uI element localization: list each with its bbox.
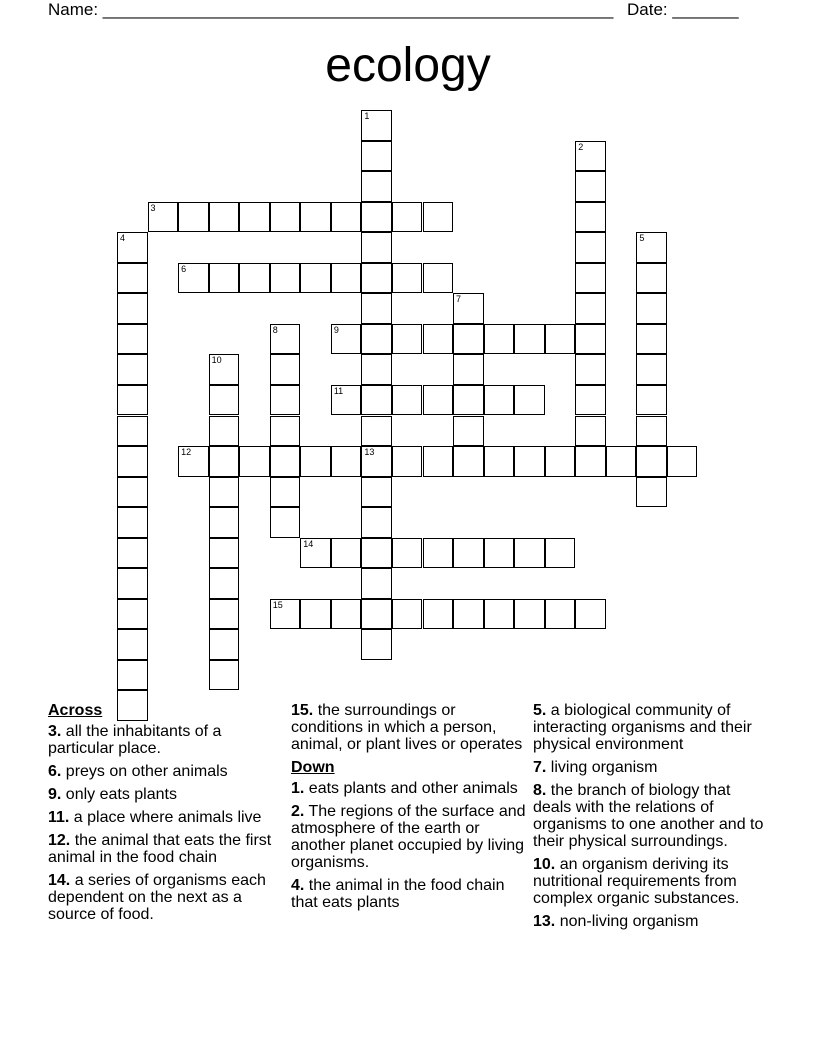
grid-cell[interactable] xyxy=(575,293,606,324)
grid-cell[interactable] xyxy=(514,599,545,630)
grid-cell[interactable] xyxy=(667,446,698,477)
grid-cell[interactable] xyxy=(117,446,148,477)
grid-cell[interactable] xyxy=(300,538,331,569)
clue-text: non-living organism xyxy=(555,913,699,930)
grid-cell[interactable] xyxy=(361,507,392,538)
grid-cell[interactable] xyxy=(545,324,576,355)
grid-cell[interactable] xyxy=(636,232,667,263)
clue-text: the animal in the food chain that eats plants xyxy=(291,877,505,911)
grid-cell[interactable] xyxy=(361,354,392,385)
grid-cell[interactable] xyxy=(331,446,362,477)
grid-cell[interactable] xyxy=(331,324,362,355)
grid-cell[interactable] xyxy=(545,538,576,569)
grid-cell[interactable] xyxy=(392,599,423,630)
grid-cell[interactable] xyxy=(636,385,667,416)
grid-cell[interactable] xyxy=(209,599,240,630)
grid-cell[interactable] xyxy=(392,538,423,569)
grid-cell[interactable] xyxy=(209,446,240,477)
grid-cell[interactable] xyxy=(361,538,392,569)
grid-cell[interactable] xyxy=(575,354,606,385)
grid-cell[interactable] xyxy=(484,538,515,569)
clue-down-5 xyxy=(533,702,773,753)
grid-cell[interactable] xyxy=(331,202,362,233)
clues-column-2 xyxy=(291,702,526,917)
grid-cell[interactable] xyxy=(117,232,148,263)
grid-cell[interactable] xyxy=(117,599,148,630)
grid-cell[interactable] xyxy=(239,263,270,294)
clue-number-label: 6 xyxy=(181,263,187,274)
grid-cell[interactable] xyxy=(239,446,270,477)
clue-number: 12. xyxy=(48,832,71,849)
grid-cell[interactable] xyxy=(117,477,148,508)
grid-cell[interactable] xyxy=(423,385,454,416)
clue-number: 13. xyxy=(533,913,556,930)
clue-number: 11. xyxy=(48,809,70,826)
clue-text: a series of organisms each dependent on the next as a source of food. xyxy=(48,872,266,923)
grid-cell[interactable] xyxy=(209,507,240,538)
grid-cell[interactable] xyxy=(117,660,148,691)
grid-cell[interactable] xyxy=(575,599,606,630)
grid-cell[interactable] xyxy=(178,202,209,233)
grid-cell[interactable] xyxy=(575,141,606,172)
grid-cell[interactable] xyxy=(484,446,515,477)
grid-cell[interactable] xyxy=(117,538,148,569)
grid-cell[interactable] xyxy=(270,263,301,294)
clue-number: 7. xyxy=(533,759,547,776)
grid-cell[interactable] xyxy=(514,385,545,416)
grid-cell[interactable] xyxy=(636,416,667,447)
clue-text: a place where animals live xyxy=(69,809,262,826)
clue-number: 2. xyxy=(291,803,305,820)
grid-cell[interactable] xyxy=(117,354,148,385)
grid-cell[interactable] xyxy=(453,385,484,416)
clue-number: 4. xyxy=(291,877,305,894)
grid-cell[interactable] xyxy=(423,599,454,630)
grid-cell[interactable] xyxy=(209,354,240,385)
grid-cell[interactable] xyxy=(270,477,301,508)
grid-cell[interactable] xyxy=(178,263,209,294)
clue-across-12 xyxy=(48,832,283,866)
clue-across-6 xyxy=(48,763,283,780)
grid-cell[interactable] xyxy=(545,446,576,477)
grid-cell[interactable] xyxy=(361,568,392,599)
grid-cell[interactable] xyxy=(331,538,362,569)
clue-number: 15. xyxy=(291,702,314,719)
page-title: ecology xyxy=(325,39,491,92)
grid-cell[interactable] xyxy=(361,293,392,324)
grid-cell[interactable] xyxy=(361,324,392,355)
grid-cell[interactable] xyxy=(209,416,240,447)
across-heading: Across xyxy=(48,702,103,719)
grid-cell[interactable] xyxy=(117,293,148,324)
clue-number: 8. xyxy=(533,782,547,799)
grid-cell[interactable] xyxy=(209,568,240,599)
grid-cell[interactable] xyxy=(575,385,606,416)
clue-number-label: 13 xyxy=(364,447,375,458)
clue-text: only eats plants xyxy=(61,786,177,803)
clue-number: 3. xyxy=(48,723,62,740)
clue-text: the branch of biology that deals with the relations of organisms to one another and to their physical surroundings. xyxy=(533,782,764,850)
clue-text: living organism xyxy=(546,759,658,776)
grid-cell[interactable] xyxy=(300,446,331,477)
grid-cell[interactable] xyxy=(392,385,423,416)
grid-cell[interactable] xyxy=(209,477,240,508)
grid-cell[interactable] xyxy=(270,354,301,385)
grid-cell[interactable] xyxy=(453,538,484,569)
clue-text: all the inhabitants of a particular place. xyxy=(48,723,222,757)
grid-cell[interactable] xyxy=(209,660,240,691)
clue-number: 10. xyxy=(533,856,556,873)
grid-cell[interactable] xyxy=(209,202,240,233)
grid-cell[interactable] xyxy=(484,324,515,355)
clue-across-9 xyxy=(48,786,283,803)
grid-cell[interactable] xyxy=(300,263,331,294)
grid-cell[interactable] xyxy=(453,354,484,385)
grid-cell[interactable] xyxy=(209,263,240,294)
grid-cell[interactable] xyxy=(606,446,637,477)
clue-number-label: 1 xyxy=(364,111,370,121)
clue-number-label: 9 xyxy=(333,324,339,335)
grid-cell[interactable] xyxy=(361,446,392,477)
grid-cell[interactable] xyxy=(423,324,454,355)
grid-cell[interactable] xyxy=(239,202,270,233)
clue-number-label: 11 xyxy=(333,385,344,396)
grid-cell[interactable] xyxy=(484,385,515,416)
grid-cell[interactable] xyxy=(453,446,484,477)
grid-cell[interactable] xyxy=(117,416,148,447)
clue-down-2 xyxy=(291,803,526,871)
grid-cell[interactable] xyxy=(575,263,606,294)
grid-cell[interactable] xyxy=(575,324,606,355)
grid-cell[interactable] xyxy=(514,538,545,569)
clue-text: an organism deriving its nutritional requirements from complex organic substances. xyxy=(533,856,740,907)
grid-cell[interactable] xyxy=(270,446,301,477)
grid-cell[interactable] xyxy=(270,385,301,416)
clue-text: preys on other animals xyxy=(61,763,228,780)
grid-cell[interactable] xyxy=(361,477,392,508)
grid-cell[interactable] xyxy=(575,202,606,233)
grid-cell[interactable] xyxy=(270,507,301,538)
clue-text: The regions of the surface and atmosphere of the earth or another planet occupied by living organisms. xyxy=(291,803,526,871)
clue-down-13 xyxy=(533,913,773,930)
grid-cell[interactable] xyxy=(453,599,484,630)
clue-across-3 xyxy=(48,723,283,757)
grid-cell[interactable] xyxy=(361,171,392,202)
grid-cell[interactable] xyxy=(392,324,423,355)
grid-cell[interactable] xyxy=(636,477,667,508)
grid-cell[interactable] xyxy=(575,446,606,477)
clue-number: 5. xyxy=(533,702,547,719)
clue-down-8 xyxy=(533,782,773,850)
clue-number-label: 5 xyxy=(639,233,645,244)
grid-cell[interactable] xyxy=(545,599,576,630)
grid-cell[interactable] xyxy=(270,202,301,233)
grid-cell[interactable] xyxy=(484,599,515,630)
grid-cell[interactable] xyxy=(453,416,484,447)
clue-number-label: 4 xyxy=(120,233,126,244)
grid-cell[interactable] xyxy=(209,629,240,660)
grid-cell[interactable] xyxy=(636,293,667,324)
grid-cell[interactable] xyxy=(117,507,148,538)
grid-cell[interactable] xyxy=(117,385,148,416)
grid-cell[interactable] xyxy=(423,538,454,569)
grid-cell[interactable] xyxy=(514,446,545,477)
grid-cell[interactable] xyxy=(423,263,454,294)
grid-cell[interactable] xyxy=(361,141,392,172)
clue-number: 1. xyxy=(291,780,305,797)
grid-cell[interactable] xyxy=(117,629,148,660)
grid-cell[interactable] xyxy=(453,293,484,324)
clue-number-label: 8 xyxy=(272,324,278,335)
clues-column-1 xyxy=(48,702,283,929)
down-heading: Down xyxy=(291,759,335,776)
clue-number-label: 3 xyxy=(150,202,156,213)
clue-across-14 xyxy=(48,872,283,923)
grid-cell[interactable] xyxy=(361,629,392,660)
clue-down-1 xyxy=(291,780,526,797)
grid-cell[interactable] xyxy=(361,385,392,416)
clue-number-label: 14 xyxy=(303,538,314,549)
grid-cell[interactable] xyxy=(209,385,240,416)
grid-cell[interactable] xyxy=(178,446,209,477)
clues-column-3 xyxy=(533,702,773,936)
clue-number: 6. xyxy=(48,763,62,780)
grid-cell[interactable] xyxy=(117,568,148,599)
grid-cell[interactable] xyxy=(331,599,362,630)
grid-cell[interactable] xyxy=(423,202,454,233)
grid-cell[interactable] xyxy=(575,232,606,263)
grid-cell[interactable] xyxy=(392,446,423,477)
date-field: Date: _______ xyxy=(627,0,739,19)
clue-text: eats plants and other animals xyxy=(304,780,518,797)
name-field: Name: ______________________________________________________ xyxy=(48,0,614,19)
grid-cell[interactable] xyxy=(331,263,362,294)
grid-cell[interactable] xyxy=(148,202,179,233)
grid-cell[interactable] xyxy=(117,263,148,294)
clue-across-11 xyxy=(48,809,283,826)
grid-cell[interactable] xyxy=(361,202,392,233)
grid-cell[interactable] xyxy=(636,446,667,477)
grid-cell[interactable] xyxy=(361,110,392,141)
clue-across-15 xyxy=(291,702,526,753)
clue-number-label: 2 xyxy=(578,141,584,152)
clue-down-4 xyxy=(291,877,526,911)
grid-cell[interactable] xyxy=(392,263,423,294)
grid-cell[interactable] xyxy=(636,263,667,294)
grid-cell[interactable] xyxy=(117,324,148,355)
grid-cell[interactable] xyxy=(300,202,331,233)
clue-number-label: 7 xyxy=(456,294,462,305)
grid-cell[interactable] xyxy=(514,324,545,355)
grid-cell[interactable] xyxy=(392,202,423,233)
grid-cell[interactable] xyxy=(361,232,392,263)
grid-cell[interactable] xyxy=(209,538,240,569)
grid-cell[interactable] xyxy=(270,416,301,447)
grid-cell[interactable] xyxy=(453,324,484,355)
grid-cell[interactable] xyxy=(361,263,392,294)
grid-cell[interactable] xyxy=(270,599,301,630)
grid-cell[interactable] xyxy=(575,416,606,447)
clue-number: 14. xyxy=(48,872,71,889)
clue-number-label: 10 xyxy=(211,355,222,366)
grid-cell[interactable] xyxy=(300,599,331,630)
grid-cell[interactable] xyxy=(270,324,301,355)
grid-cell[interactable] xyxy=(423,446,454,477)
grid-cell[interactable] xyxy=(361,416,392,447)
clue-number-label: 15 xyxy=(272,599,283,610)
clue-text: a biological community of interacting organisms and their physical environment xyxy=(533,702,752,753)
clue-down-10 xyxy=(533,856,773,907)
clue-number-label: 12 xyxy=(181,447,192,458)
clue-down-7 xyxy=(533,759,773,776)
grid-cell[interactable] xyxy=(331,385,362,416)
clue-text: the animal that eats the first animal in the food chain xyxy=(48,832,272,866)
clue-text: the surroundings or conditions in which a person, animal, or plant lives or operates xyxy=(291,702,523,753)
grid-cell[interactable] xyxy=(575,171,606,202)
grid-cell[interactable] xyxy=(636,354,667,385)
clue-number: 9. xyxy=(48,786,62,803)
grid-cell[interactable] xyxy=(636,324,667,355)
grid-cell[interactable] xyxy=(361,599,392,630)
